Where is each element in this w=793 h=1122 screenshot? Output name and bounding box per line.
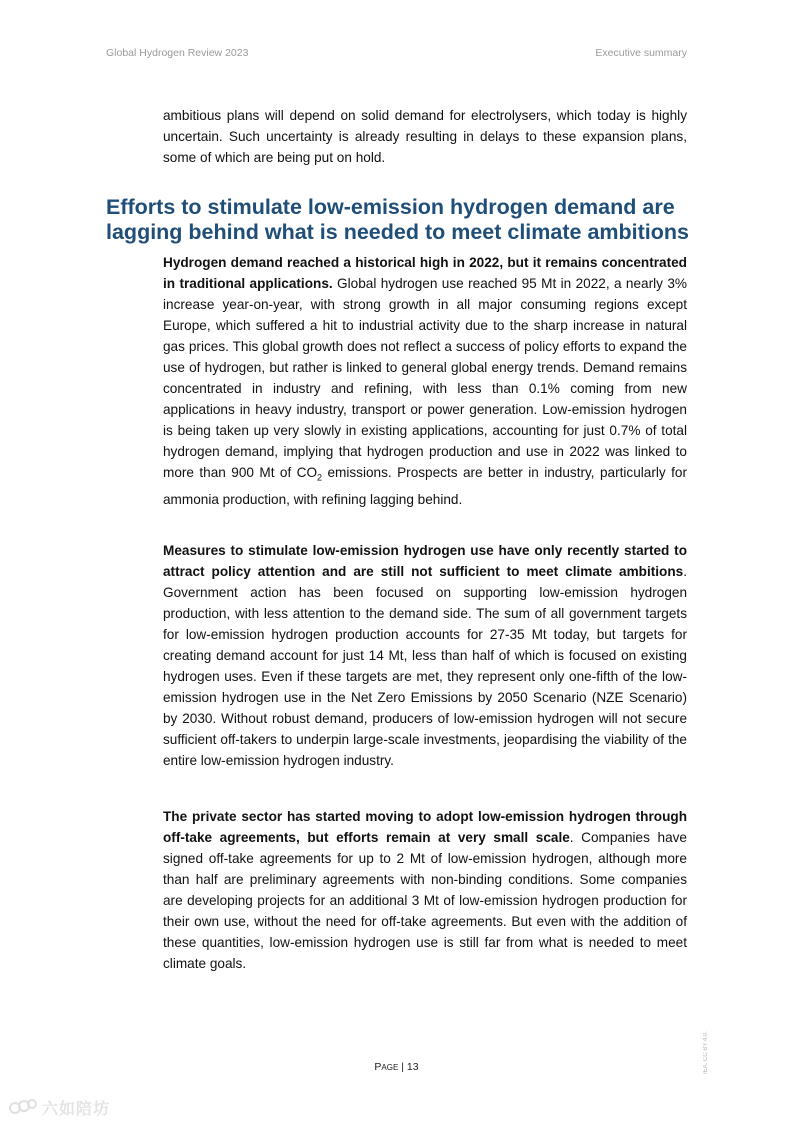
paragraph-body: . Government action has been focused on supporting low-emission hydrogen production, with less attention to the demand side. The sum of all government targets for low-emission hydrogen production accounts for 27-35 Mt today, but targets for creating demand account for just 14 Mt, less than half of which is focused on existing hydrogen uses. Even if these targets are met, they represent only one-fifth of the low-emission hydrogen use in the Net Zero Emissions by 2050 Scenario (NZE Scenario) by 2030. Without robust demand, producers of low-emission hydrogen will not secure sufficient off-takers to underpin large-scale investments, jeopardising the viability of the entire low-emission hydrogen industry. — [163, 564, 687, 768]
paragraph-demand — [163, 252, 687, 510]
intro-paragraph: ambitious plans will depend on solid demand for electrolysers, which today is highly uncertain. Such uncertainty is already resulting in delays to these expansion plans, some of which are being put on hold. — [163, 108, 687, 165]
page-label-rest: AGE — [381, 1063, 399, 1072]
paragraph-body: Global hydrogen use reached 95 Mt in 2022, a nearly 3% increase year-on-year, with strong growth in all major consuming regions except Europe, which suffered a hit to industrial activity due to the sharp increase in natural gas prices. This global growth does not reflect a success of policy efforts to expand the use of hydrogen, but rather is linked to general global energy trends. Demand remains concentrated in industry and refining, with less than 0.1% coming from new applications in heavy industry, transport or power generation. Low-emission hydrogen is being taken up very slowly in existing applications, accounting for just 0.7% of total hydrogen demand, implying that hydrogen production and use in 2022 was linked to more than 900 Mt of CO — [163, 276, 687, 480]
page-footer — [0, 1061, 793, 1073]
running-header-section: Executive summary — [595, 47, 687, 59]
watermark — [8, 1096, 110, 1118]
section-heading: Efforts to stimulate low-emission hydrogen demand are lagging behind what is needed to meet climate ambitions — [106, 195, 689, 244]
paragraph-private-sector — [163, 806, 687, 974]
paragraph-body: . Companies have signed off-take agreements for up to 2 Mt of low-emission hydrogen, although more than half are preliminary agreements with non-binding conditions. Some companies are developing projects for an additional 3 Mt of low-emission hydrogen production for their own use, without the need for off-take agreements. But even with the addition of these quantities, low-emission hydrogen use is still far from what is needed to meet climate goals. — [163, 830, 687, 971]
paragraph-policy — [163, 540, 687, 771]
page-separator: | — [401, 1061, 404, 1073]
co2-subscript: 2 — [317, 472, 323, 483]
paragraph-lead: Measures to stimulate low-emission hydrogen use have only recently started to attract policy attention and are still not sufficient to meet climate ambitions — [163, 543, 687, 579]
watermark-text: 六如陪坊 — [42, 1100, 111, 1118]
watermark-logo-icon — [8, 1097, 38, 1117]
running-header-title: Global Hydrogen Review 2023 — [106, 47, 249, 59]
paragraph-lead: The private sector has started moving to adopt low-emission hydrogen through off-take agreements, but efforts remain at very small scale — [163, 809, 687, 845]
paragraph-lead: Hydrogen demand reached a historical high in 2022, but it remains concentrated in traditional applications. — [163, 255, 687, 291]
paragraph-body-end: emissions. Prospects are better in industry, particularly for ammonia production, with refining lagging behind. — [163, 465, 687, 507]
page-number: 13 — [406, 1061, 419, 1073]
license-note: IEA. CC BY 4.0. — [703, 1031, 709, 1074]
page-label-initial: P — [374, 1061, 382, 1073]
